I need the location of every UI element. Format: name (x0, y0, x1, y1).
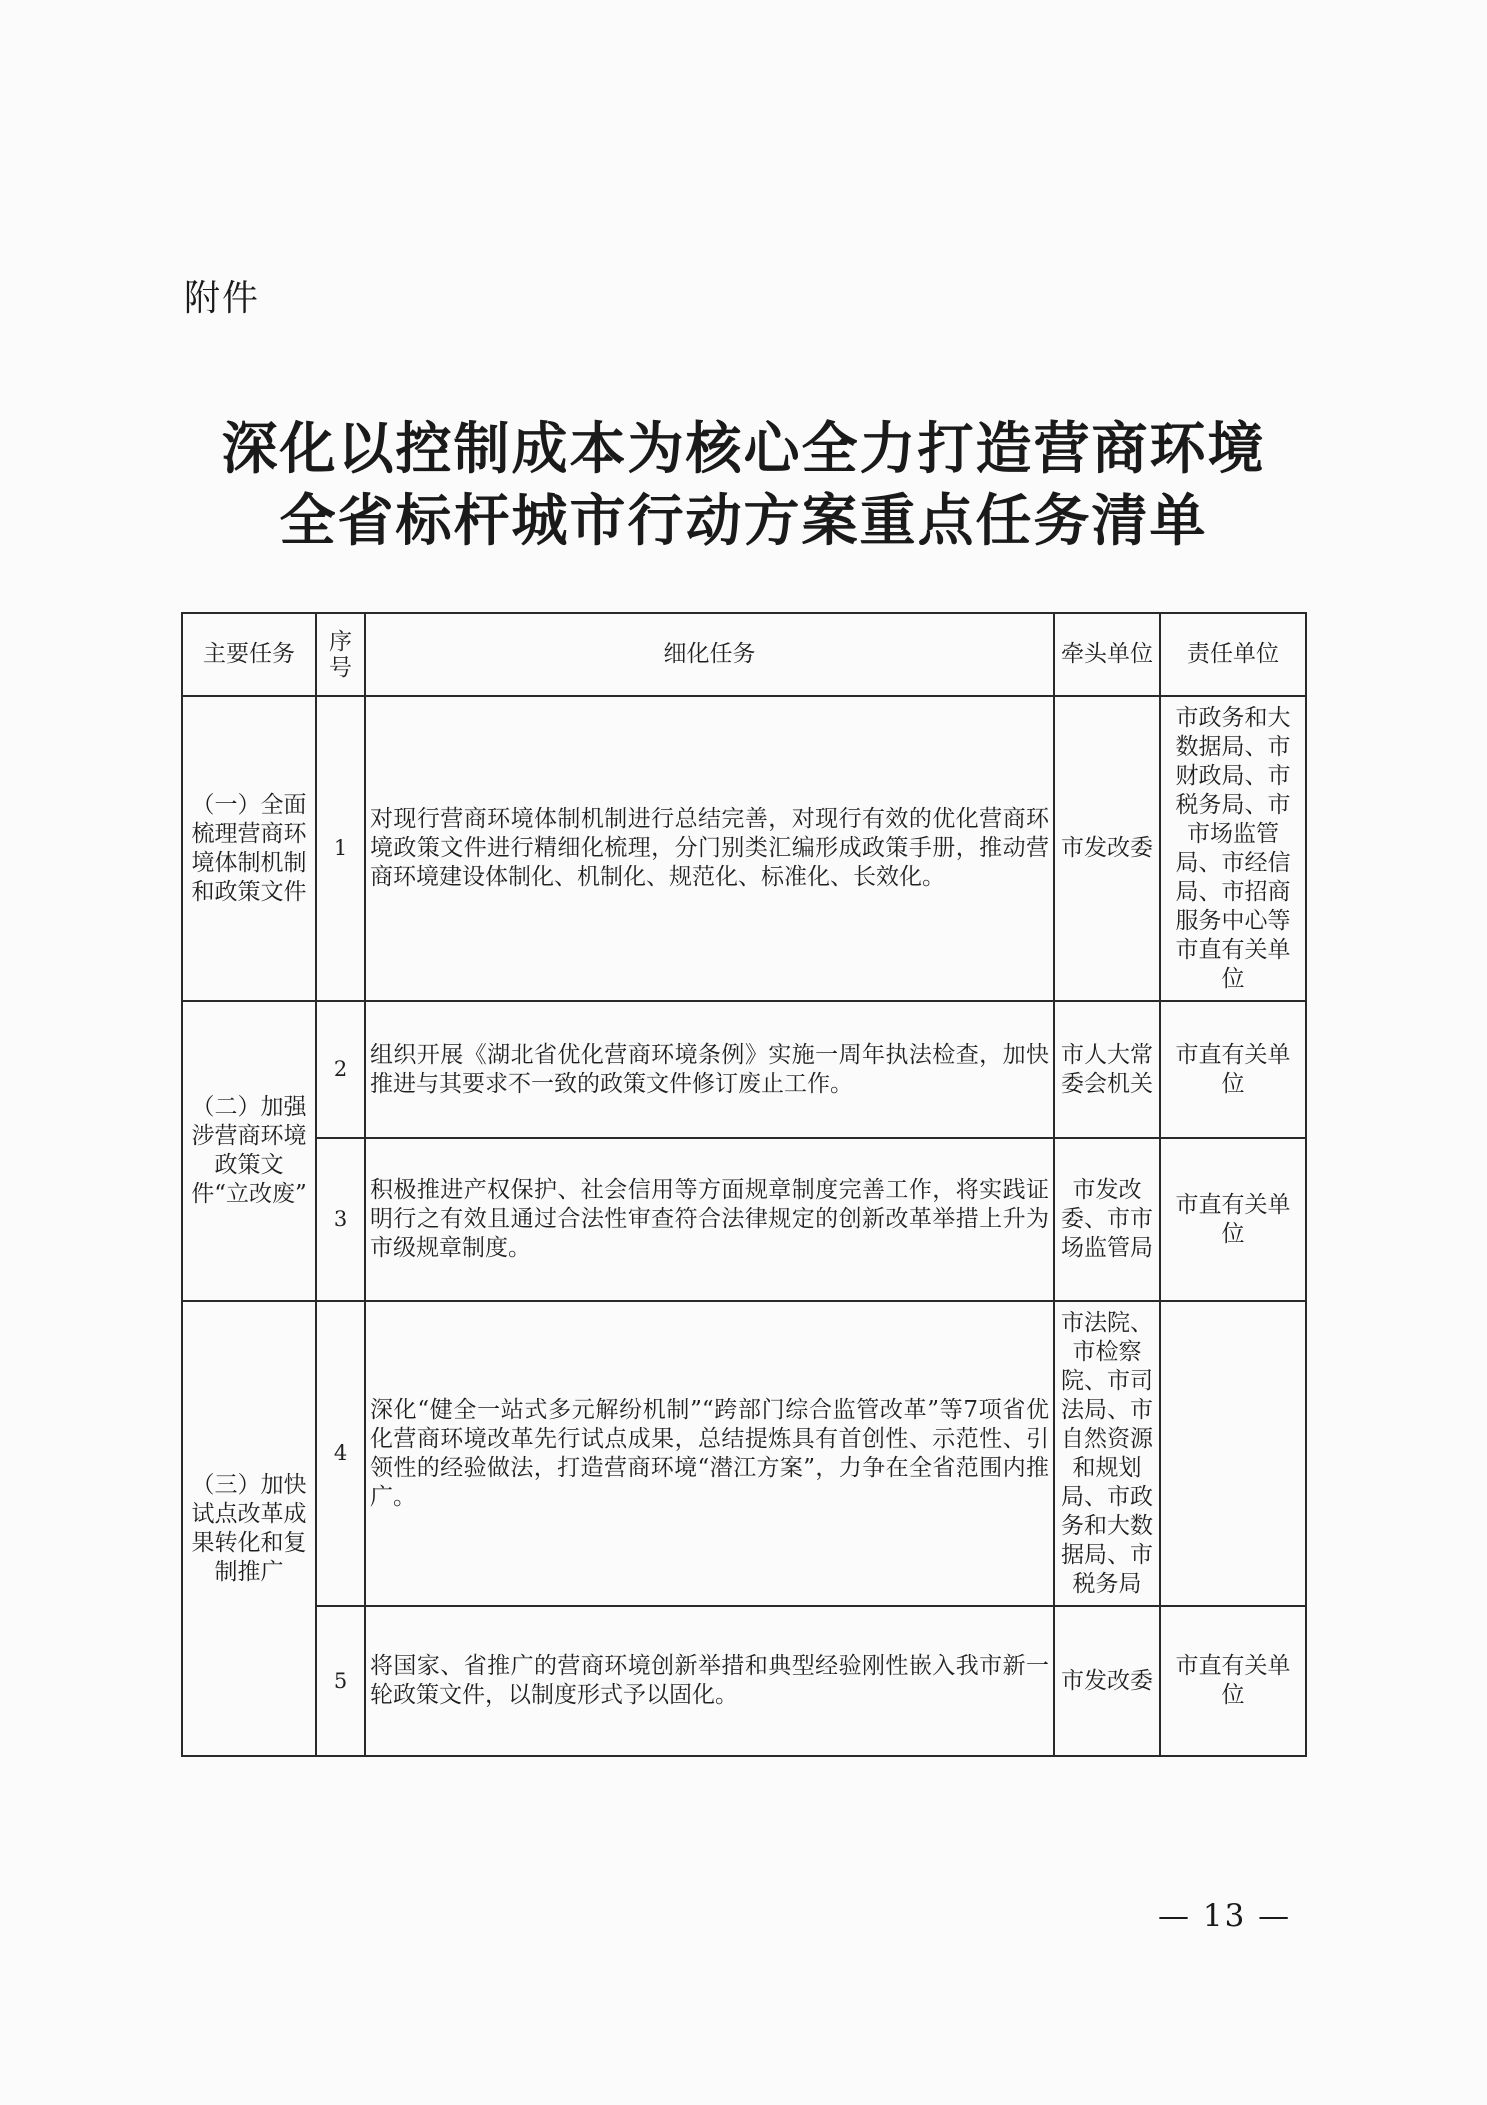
main-task-cell: （一）全面梳理营商环境体制机制和政策文件 (182, 696, 316, 1001)
responsible-unit-cell: 市直有关单位 (1160, 1001, 1306, 1138)
page-number: — 13 — (1158, 1898, 1292, 1934)
detail-cell: 将国家、省推广的营商环境创新举措和典型经验刚性嵌入我市新一轮政策文件，以制度形式予以固化。 (365, 1606, 1054, 1756)
table-row (182, 1138, 1306, 1301)
header-number-text: 序号 (329, 628, 352, 681)
lead-unit-cell: 市发改委 (1054, 696, 1160, 1001)
detail-cell: 对现行营商环境体制机制进行总结完善，对现行有效的优化营商环境政策文件进行精细化梳理，分门别类汇编形成政策手册，推动营商环境建设体制化、机制化、规范化、标准化、长效化。 (365, 696, 1054, 1001)
table-row (182, 1001, 1306, 1138)
page-title-line-1: 深化以控制成本为核心全力打造营商环境 (221, 417, 1266, 482)
table-row (182, 1606, 1306, 1756)
number-cell: 1 (316, 696, 365, 1001)
responsible-unit-cell (1160, 1301, 1306, 1606)
responsible-unit-cell: 市直有关单位 (1160, 1606, 1306, 1756)
header-responsible-unit: 责任单位 (1160, 613, 1306, 696)
number-cell: 3 (316, 1138, 365, 1301)
task-table (181, 612, 1307, 1757)
header-number (316, 613, 365, 696)
table-header-row (182, 613, 1306, 696)
attachment-label: 附件 (184, 278, 261, 319)
main-task-cell: （三）加快试点改革成果转化和复制推广 (182, 1301, 316, 1756)
header-detail: 细化任务 (365, 613, 1054, 696)
detail-cell: 积极推进产权保护、社会信用等方面规章制度完善工作，将实践证明行之有效且通过合法性审查符合法律规定的创新改革举措上升为市级规章制度。 (365, 1138, 1054, 1301)
detail-cell: 组织开展《湖北省优化营商环境条例》实施一周年执法检查，加快推进与其要求不一致的政策文件修订废止工作。 (365, 1001, 1054, 1138)
number-cell: 5 (316, 1606, 365, 1756)
lead-unit-cell: 市人大常委会机关 (1054, 1001, 1160, 1138)
header-main-task: 主要任务 (182, 613, 316, 696)
lead-unit-cell: 市法院、市检察院、市司法局、市自然资源和规划局、市政务和大数据局、市税务局 (1054, 1301, 1160, 1606)
lead-unit-cell: 市发改委、市市场监管局 (1054, 1138, 1160, 1301)
header-lead-unit: 牵头单位 (1054, 613, 1160, 696)
detail-cell: 深化“健全一站式多元解纷机制”“跨部门综合监管改革”等7项省优化营商环境改革先行试点成果，总结提炼具有首创性、示范性、引领性的经验做法，打造营商环境“潜江方案”，力争在全省范围内推广。 (365, 1301, 1054, 1606)
responsible-unit-cell: 市直有关单位 (1160, 1138, 1306, 1301)
responsible-unit-cell: 市政务和大数据局、市财政局、市税务局、市市场监管局、市经信局、市招商服务中心等市直有关单位 (1160, 696, 1306, 1001)
number-cell: 4 (316, 1301, 365, 1606)
main-task-cell: （二）加强涉营商环境政策文件“立改废” (182, 1001, 316, 1301)
table-row (182, 1301, 1306, 1606)
page-title-line-2: 全省标杆城市行动方案重点任务清单 (279, 489, 1208, 554)
table-row (182, 696, 1306, 1001)
number-cell: 2 (316, 1001, 365, 1138)
lead-unit-cell: 市发改委 (1054, 1606, 1160, 1756)
